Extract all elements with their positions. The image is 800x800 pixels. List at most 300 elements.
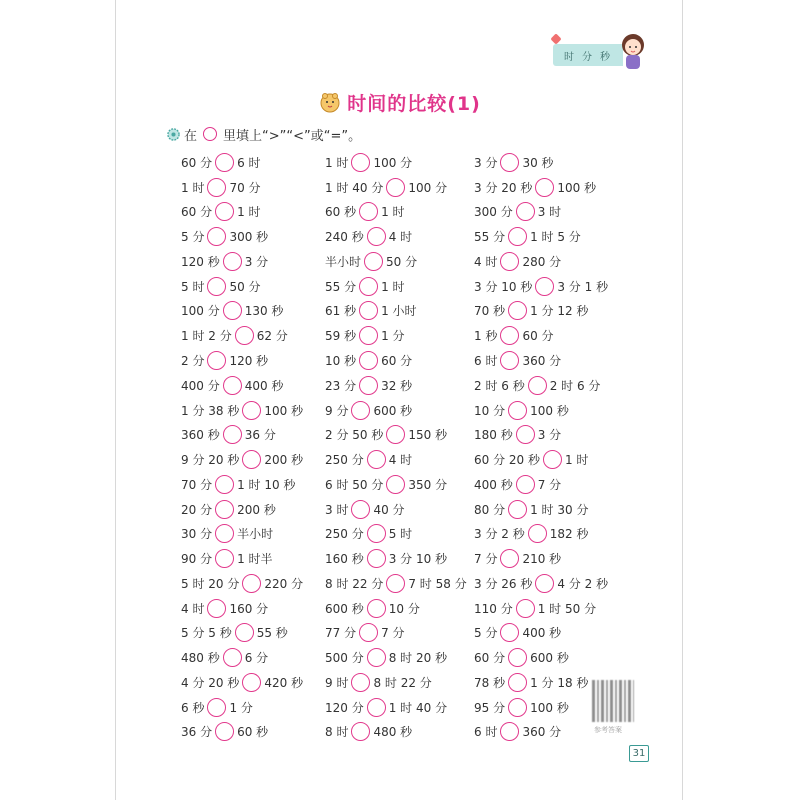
left-quantity: 9 分: [325, 403, 349, 418]
right-quantity: 4 分 2 秒: [557, 576, 609, 591]
answer-circle[interactable]: [207, 351, 226, 370]
left-quantity: 9 分 20 秒: [181, 453, 240, 468]
answer-circle[interactable]: [528, 376, 547, 395]
right-quantity: 120 秒: [229, 354, 269, 368]
exercise-row: [474, 299, 608, 324]
right-quantity: 60 分: [381, 354, 413, 368]
answer-circle[interactable]: [242, 450, 261, 469]
answer-circle[interactable]: [386, 574, 405, 593]
right-quantity: 480 秒: [373, 725, 413, 740]
right-quantity: 1 分 18 秒: [530, 675, 589, 690]
answer-circle[interactable]: [508, 227, 527, 246]
right-quantity: 160 分: [229, 601, 269, 616]
qr-code[interactable]: [592, 680, 634, 722]
exercise-row: [181, 398, 303, 423]
left-quantity: 3 分: [474, 155, 498, 170]
right-quantity: 100 分: [373, 155, 413, 170]
right-quantity: 40 分: [373, 502, 405, 517]
right-quantity: 7 分: [381, 626, 405, 641]
right-quantity: 200 秒: [264, 453, 304, 468]
right-quantity: 350 分: [408, 477, 448, 492]
left-quantity: 23 分: [325, 378, 357, 393]
answer-circle[interactable]: [508, 500, 527, 519]
answer-circle[interactable]: [242, 574, 261, 593]
answer-circle[interactable]: [215, 524, 234, 543]
left-quantity: 78 秒: [474, 675, 506, 690]
answer-circle[interactable]: [386, 178, 405, 197]
left-quantity: 4 分 20 秒: [181, 675, 240, 690]
left-quantity: 4 时: [181, 601, 205, 616]
left-quantity: 60 分: [474, 651, 506, 666]
gear-bullet-icon: [167, 128, 180, 141]
left-quantity: 1 时: [181, 180, 205, 195]
answer-circle[interactable]: [364, 252, 383, 271]
right-quantity: 7 时 58 分: [408, 576, 467, 591]
left-quantity: 100 分: [181, 304, 220, 319]
left-quantity: 10 分: [474, 403, 506, 418]
right-quantity: 1 时 10 秒: [237, 477, 296, 492]
left-quantity: 90 分: [181, 552, 213, 567]
right-quantity: 1 分: [381, 329, 405, 344]
left-quantity: 55 分: [474, 230, 506, 245]
exercise-row: [181, 348, 303, 373]
left-quantity: 8 时: [325, 725, 349, 740]
right-quantity: 130 秒: [244, 304, 284, 319]
exercise-row: [474, 323, 608, 348]
left-quantity: 80 分: [474, 502, 506, 517]
exercise-row: [474, 422, 608, 447]
left-quantity: 2 分 50 秒: [325, 428, 384, 443]
right-quantity: 30 秒: [522, 155, 554, 170]
left-quantity: 250 分: [325, 527, 364, 542]
exercise-row: [181, 571, 303, 596]
instruction-after: 里填上“>”“<”或“=”。: [223, 128, 362, 144]
exercise-row: [181, 521, 303, 546]
left-quantity: 20 分: [181, 502, 213, 517]
left-quantity: 3 分 20 秒: [474, 180, 533, 195]
unit-tab: 时分秒: [553, 44, 623, 66]
exercise-row: [325, 373, 467, 398]
right-quantity: 1 时半: [237, 552, 273, 567]
exercise-row: [181, 720, 303, 745]
exercise-row: [474, 521, 608, 546]
right-quantity: 4 时: [388, 230, 413, 245]
answer-circle[interactable]: [351, 673, 370, 692]
exercise-row: [181, 447, 303, 472]
answer-circle[interactable]: [215, 500, 234, 519]
answer-circle[interactable]: [367, 524, 386, 543]
answer-circle[interactable]: [367, 549, 386, 568]
exercise-row: [474, 670, 608, 695]
exercise-column-3: [474, 150, 608, 744]
answer-circle[interactable]: [508, 648, 527, 667]
exercise-row: [181, 546, 303, 571]
answer-circle[interactable]: [359, 623, 378, 642]
left-quantity: 5 分: [181, 230, 205, 245]
exercise-row: [474, 546, 608, 571]
exercise-row: [181, 150, 303, 175]
exercise-row: [474, 373, 608, 398]
exercise-row: [181, 497, 303, 522]
answer-circle[interactable]: [359, 351, 378, 370]
answer-circle[interactable]: [223, 648, 242, 667]
right-quantity: 100 分: [408, 180, 448, 195]
answer-circle-sample: [203, 127, 217, 141]
answer-circle[interactable]: [528, 524, 547, 543]
right-quantity: 100 秒: [557, 180, 597, 195]
exercise-row: [181, 249, 303, 274]
right-quantity: 1 时 30 分: [530, 502, 589, 517]
left-quantity: 6 时: [474, 354, 498, 368]
left-quantity: 8 时 22 分: [325, 576, 384, 591]
exercise-row: [181, 323, 303, 348]
left-quantity: 1 时: [325, 155, 349, 170]
page-title: 时间的比较(1): [347, 92, 481, 115]
exercise-row: [181, 200, 303, 225]
exercise-row: [474, 398, 608, 423]
instruction-before: 在: [184, 128, 198, 144]
exercise-row: [325, 175, 467, 200]
left-quantity: 6 时: [474, 725, 498, 740]
instruction: [167, 124, 361, 144]
exercise-column-1: [181, 150, 303, 744]
exercise-row: [474, 621, 608, 646]
left-quantity: 95 分: [474, 700, 506, 715]
right-quantity: 3 分: [244, 254, 269, 269]
exercise-row: [325, 695, 467, 720]
left-quantity: 59 秒: [325, 329, 357, 344]
right-quantity: 3 分: [537, 428, 562, 443]
left-quantity: 1 时 40 分: [325, 180, 384, 195]
answer-circle[interactable]: [215, 475, 234, 494]
exercise-row: [325, 546, 467, 571]
right-quantity: 32 秒: [381, 378, 413, 393]
answer-circle[interactable]: [215, 549, 234, 568]
exercise-row: [325, 348, 467, 373]
exercise-row: [325, 472, 467, 497]
answer-circle[interactable]: [500, 722, 519, 741]
cute-face-icon: [319, 91, 341, 113]
left-quantity: 1 秒: [474, 329, 498, 344]
answer-circle[interactable]: [367, 698, 386, 717]
qr-caption: 参考答案: [594, 726, 622, 734]
exercise-row: [325, 670, 467, 695]
answer-circle[interactable]: [359, 202, 378, 221]
answer-circle[interactable]: [351, 401, 370, 420]
answer-circle[interactable]: [359, 376, 378, 395]
exercise-row: [474, 596, 608, 621]
right-quantity: 280 分: [522, 254, 562, 269]
exercise-row: [181, 670, 303, 695]
right-quantity: 420 秒: [264, 675, 304, 690]
right-quantity: 400 秒: [522, 626, 562, 641]
left-quantity: 120 分: [325, 700, 364, 715]
left-quantity: 70 分: [181, 477, 213, 492]
right-quantity: 360 分: [522, 725, 562, 740]
exercise-row: [325, 571, 467, 596]
left-quantity: 110 分: [474, 601, 513, 616]
exercise-row: [181, 621, 303, 646]
right-quantity: 1 时: [381, 279, 405, 294]
answer-circle[interactable]: [535, 178, 554, 197]
left-quantity: 250 分: [325, 453, 364, 468]
right-quantity: 60 秒: [237, 725, 269, 740]
answer-circle[interactable]: [207, 599, 226, 618]
right-quantity: 1 时: [564, 453, 589, 468]
answer-circle[interactable]: [508, 401, 527, 420]
answer-circle[interactable]: [516, 475, 535, 494]
answer-circle[interactable]: [367, 227, 386, 246]
answer-circle[interactable]: [351, 500, 370, 519]
answer-circle[interactable]: [215, 202, 234, 221]
left-quantity: 10 秒: [325, 354, 357, 368]
left-quantity: 1 分 38 秒: [181, 403, 240, 418]
right-quantity: 182 秒: [549, 527, 589, 542]
left-quantity: 60 分: [181, 205, 213, 220]
right-quantity: 150 秒: [408, 428, 448, 443]
left-quantity: 240 秒: [325, 230, 364, 245]
right-quantity: 100 秒: [264, 403, 304, 418]
right-quantity: 400 秒: [244, 378, 284, 393]
exercise-row: [181, 472, 303, 497]
answer-circle[interactable]: [500, 153, 519, 172]
exercise-row: [325, 249, 467, 274]
exercise-row: [325, 422, 467, 447]
exercise-row: [325, 299, 467, 324]
exercise-row: [474, 224, 608, 249]
left-quantity: 3 分 2 秒: [474, 527, 525, 542]
right-quantity: 7 分: [537, 477, 562, 492]
right-quantity: 300 秒: [229, 230, 269, 245]
answer-circle[interactable]: [500, 326, 519, 345]
answer-circle[interactable]: [223, 301, 242, 320]
left-quantity: 1 时 2 分: [181, 329, 232, 344]
left-quantity: 5 时 20 分: [181, 576, 240, 591]
exercise-row: [474, 720, 608, 745]
exercise-row: [474, 645, 608, 670]
title-row: [0, 88, 800, 116]
answer-circle[interactable]: [223, 425, 242, 444]
answer-circle[interactable]: [207, 698, 226, 717]
exercise-row: [325, 323, 467, 348]
right-quantity: 50 分: [386, 254, 418, 269]
left-quantity: 500 分: [325, 651, 364, 666]
answer-circle[interactable]: [242, 673, 261, 692]
girl-avatar-icon: [618, 32, 648, 72]
exercise-row: [181, 224, 303, 249]
answer-circle[interactable]: [207, 277, 226, 296]
right-quantity: 360 分: [522, 354, 562, 368]
exercise-row: [181, 175, 303, 200]
answer-circle[interactable]: [359, 326, 378, 345]
exercise-row: [325, 645, 467, 670]
left-quantity: 120 秒: [181, 254, 220, 269]
exercise-row: [474, 200, 608, 225]
answer-circle[interactable]: [351, 153, 370, 172]
left-quantity: 600 秒: [325, 601, 364, 616]
exercise-row: [325, 596, 467, 621]
left-quantity: 480 秒: [181, 651, 220, 666]
right-quantity: 1 小时: [381, 304, 417, 319]
exercise-row: [474, 150, 608, 175]
right-quantity: 6 时: [237, 155, 261, 170]
exercise-row: [474, 274, 608, 299]
right-quantity: 2 时 6 分: [549, 378, 601, 393]
left-quantity: 77 分: [325, 626, 357, 641]
left-quantity: 400 分: [181, 378, 220, 393]
exercise-row: [325, 521, 467, 546]
answer-circle[interactable]: [223, 252, 242, 271]
answer-circle[interactable]: [508, 698, 527, 717]
answer-circle[interactable]: [207, 227, 226, 246]
answer-circle[interactable]: [359, 301, 378, 320]
page-number: 31: [629, 745, 649, 762]
exercise-row: [474, 175, 608, 200]
answer-circle[interactable]: [351, 722, 370, 741]
right-quantity: 8 时 22 分: [373, 675, 432, 690]
exercise-row: [325, 274, 467, 299]
answer-circle[interactable]: [386, 475, 405, 494]
exercise-row: [325, 150, 467, 175]
left-quantity: 360 秒: [181, 428, 220, 443]
exercise-row: [181, 422, 303, 447]
exercise-row: [181, 299, 303, 324]
exercise-row: [181, 274, 303, 299]
left-quantity: 160 秒: [325, 552, 364, 567]
right-quantity: 1 时: [381, 205, 405, 220]
left-quantity: 70 秒: [474, 304, 506, 319]
exercise-row: [474, 695, 608, 720]
answer-circle[interactable]: [359, 277, 378, 296]
left-quantity: 6 秒: [181, 700, 205, 715]
right-quantity: 8 时 20 秒: [388, 651, 448, 666]
left-quantity: 5 分 5 秒: [181, 626, 232, 641]
left-quantity: 400 秒: [474, 477, 513, 492]
answer-circle[interactable]: [516, 599, 535, 618]
exercise-row: [181, 373, 303, 398]
right-quantity: 半小时: [237, 527, 274, 542]
exercise-row: [474, 497, 608, 522]
right-quantity: 3 时: [537, 205, 562, 220]
exercise-row: [325, 621, 467, 646]
exercise-row: [325, 447, 467, 472]
exercise-row: [474, 348, 608, 373]
answer-circle[interactable]: [235, 326, 254, 345]
right-quantity: 600 秒: [530, 651, 569, 666]
answer-circle[interactable]: [516, 425, 535, 444]
left-quantity: 5 时: [181, 279, 205, 294]
right-quantity: 60 分: [522, 329, 554, 344]
exercise-row: [325, 224, 467, 249]
answer-circle[interactable]: [508, 673, 527, 692]
answer-circle[interactable]: [367, 648, 386, 667]
left-quantity: 55 分: [325, 279, 357, 294]
left-quantity: 2 分: [181, 354, 205, 368]
answer-circle[interactable]: [207, 178, 226, 197]
left-quantity: 3 分 10 秒: [474, 279, 533, 294]
right-quantity: 200 秒: [237, 502, 276, 517]
right-quantity: 5 时: [388, 527, 413, 542]
left-quantity: 60 秒: [325, 205, 357, 220]
right-quantity: 4 时: [388, 453, 413, 468]
left-quantity: 180 秒: [474, 428, 513, 443]
left-quantity: 3 时: [325, 502, 349, 517]
answer-circle[interactable]: [215, 722, 234, 741]
left-quantity: 4 时: [474, 254, 498, 269]
right-quantity: 1 分: [229, 700, 253, 715]
answer-circle[interactable]: [500, 549, 519, 568]
exercise-column-2: [325, 150, 467, 744]
answer-circle[interactable]: [235, 623, 254, 642]
answer-circle[interactable]: [386, 425, 405, 444]
answer-circle[interactable]: [535, 574, 554, 593]
right-quantity: 3 分 1 秒: [557, 279, 609, 294]
right-quantity: 1 时 40 分: [388, 700, 448, 715]
answer-circle[interactable]: [223, 376, 242, 395]
left-quantity: 60 分: [181, 155, 213, 170]
answer-circle[interactable]: [535, 277, 554, 296]
right-quantity: 220 分: [264, 576, 304, 591]
right-quantity: 100 秒: [530, 403, 569, 418]
left-quantity: 3 分 26 秒: [474, 576, 533, 591]
answer-circle[interactable]: [500, 252, 519, 271]
left-quantity: 61 秒: [325, 304, 357, 319]
right-quantity: 62 分: [256, 329, 288, 344]
left-quantity: 5 分: [474, 626, 498, 641]
answer-circle[interactable]: [543, 450, 562, 469]
answer-circle[interactable]: [367, 599, 386, 618]
exercise-row: [325, 497, 467, 522]
right-quantity: 36 分: [244, 428, 276, 443]
answer-circle[interactable]: [500, 351, 519, 370]
left-quantity: 6 时 50 分: [325, 477, 384, 492]
right-quantity: 10 分: [388, 601, 420, 616]
right-quantity: 70 分: [229, 180, 261, 195]
answer-circle[interactable]: [516, 202, 535, 221]
exercise-row: [474, 472, 608, 497]
right-quantity: 1 时 50 分: [537, 601, 597, 616]
left-quantity: 7 分: [474, 552, 498, 567]
answer-circle[interactable]: [500, 623, 519, 642]
right-quantity: 100 秒: [530, 700, 569, 715]
answer-circle[interactable]: [367, 450, 386, 469]
exercise-row: [325, 720, 467, 745]
exercise-row: [474, 447, 608, 472]
left-quantity: 36 分: [181, 725, 213, 740]
left-quantity: 半小时: [325, 254, 362, 269]
left-quantity: 2 时 6 秒: [474, 378, 525, 393]
right-quantity: 6 分: [244, 651, 269, 666]
exercise-row: [325, 398, 467, 423]
right-quantity: 1 时 5 分: [530, 230, 581, 245]
answer-circle[interactable]: [242, 401, 261, 420]
left-quantity: 300 分: [474, 205, 513, 220]
right-quantity: 50 分: [229, 279, 261, 294]
right-quantity: 1 时: [237, 205, 261, 220]
exercise-row: [181, 596, 303, 621]
exercise-row: [181, 695, 303, 720]
left-quantity: 30 分: [181, 527, 213, 542]
exercise-row: [181, 645, 303, 670]
right-quantity: 1 分 12 秒: [530, 304, 589, 319]
answer-circle[interactable]: [215, 153, 234, 172]
answer-circle[interactable]: [508, 301, 527, 320]
exercise-row: [474, 249, 608, 274]
left-quantity: 9 时: [325, 675, 349, 690]
exercise-row: [325, 200, 467, 225]
right-quantity: 3 分 10 秒: [388, 552, 448, 567]
right-quantity: 55 秒: [256, 626, 288, 641]
